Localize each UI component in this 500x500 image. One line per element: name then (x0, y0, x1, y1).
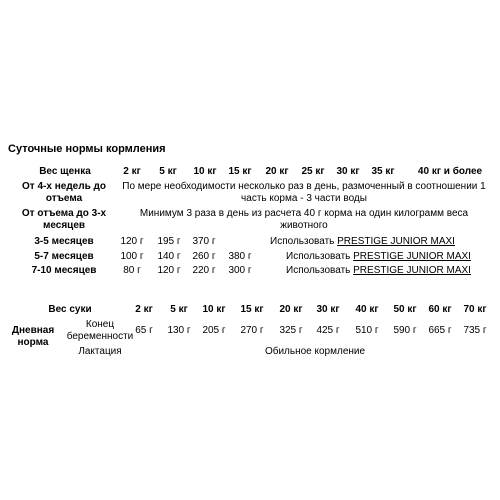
product-link[interactable]: PRESTIGE JUNIOR MAXI (353, 251, 471, 262)
row-label: От отъема до 3-х (21, 208, 107, 219)
use-text: Использовать (286, 251, 351, 262)
page-title: Суточные нормы кормления (8, 143, 166, 155)
value-cell: 220 г (192, 265, 216, 276)
value-cell: 80 г (123, 265, 141, 276)
row-label: От 4-х недель до (22, 181, 106, 192)
bitch-weight-col: 50 кг (393, 304, 417, 315)
puppy-weight-col: 15 кг (228, 166, 252, 177)
value-cell: 140 г (157, 251, 181, 262)
value-cell: 270 г (240, 325, 264, 336)
value-cell: 665 г (428, 325, 452, 336)
bitch-weight-col: 10 кг (202, 304, 226, 315)
bitch-weight-col: 30 кг (316, 304, 340, 315)
use-text: Использовать (286, 265, 351, 276)
value-cell: 120 г (120, 236, 144, 247)
value-cell: 120 г (157, 265, 181, 276)
group-label: норма (17, 337, 49, 348)
value-cell: 510 г (355, 325, 379, 336)
puppy-weight-col: 5 кг (159, 166, 177, 177)
group-label: Дневная (11, 325, 55, 336)
value-cell: 300 г (228, 265, 252, 276)
value-cell: 380 г (228, 251, 252, 262)
puppy-weight-col: 25 кг (301, 166, 325, 177)
row-text: Обильное кормление (264, 346, 366, 357)
row-label: 3-5 месяцев (34, 236, 94, 247)
value-cell: 370 г (192, 236, 216, 247)
product-link[interactable]: PRESTIGE JUNIOR MAXI (353, 265, 471, 276)
row-label: 5-7 месяцев (34, 251, 94, 262)
bitch-weight-col: 20 кг (279, 304, 303, 315)
value-cell: 425 г (316, 325, 340, 336)
row-text: По мере необходимости несколько раз в день, размоченный в соотношении 1 (122, 181, 486, 192)
bitch-weight-header: Вес суки (48, 304, 92, 315)
value-cell: 65 г (135, 325, 153, 336)
row-text: часть корма - 3 части воды (241, 193, 367, 204)
value-cell: 590 г (393, 325, 417, 336)
row-label: Лактация (78, 346, 122, 357)
bitch-weight-col: 40 кг (355, 304, 379, 315)
value-cell: 260 г (192, 251, 216, 262)
use-product-text (286, 251, 471, 263)
puppy-weight-col: 2 кг (123, 166, 141, 177)
row-label: 7-10 месяцев (31, 265, 97, 276)
value-cell: 100 г (120, 251, 144, 262)
row-label: отъема (45, 193, 83, 204)
bitch-weight-col: 2 кг (135, 304, 153, 315)
use-text: Использовать (270, 236, 335, 247)
puppy-weight-col: 20 кг (265, 166, 289, 177)
puppy-weight-col: 40 кг и более (417, 166, 483, 177)
product-link[interactable]: PRESTIGE JUNIOR MAXI (337, 236, 455, 247)
row-label: месяцев (42, 220, 86, 231)
puppy-weight-header: Вес щенка (39, 166, 91, 177)
puppy-weight-col: 30 кг (336, 166, 360, 177)
puppy-weight-col: 35 кг (371, 166, 395, 177)
value-cell: 205 г (202, 325, 226, 336)
value-cell: 325 г (279, 325, 303, 336)
bitch-weight-col: 15 кг (240, 304, 264, 315)
value-cell: 130 г (167, 325, 191, 336)
bitch-weight-col: 5 кг (170, 304, 188, 315)
bitch-weight-col: 70 кг (463, 304, 487, 315)
row-label: беременности (66, 331, 134, 342)
use-product-text (286, 265, 471, 277)
puppy-weight-col: 10 кг (193, 166, 217, 177)
value-cell: 195 г (157, 236, 181, 247)
row-text: Минимум 3 раза в день из расчета 40 г корма на один килограмм веса (139, 208, 469, 219)
row-label: Конец (85, 319, 115, 330)
value-cell: 735 г (463, 325, 487, 336)
bitch-weight-col: 60 кг (428, 304, 452, 315)
row-text: животного (280, 220, 328, 231)
use-product-text (270, 236, 455, 248)
